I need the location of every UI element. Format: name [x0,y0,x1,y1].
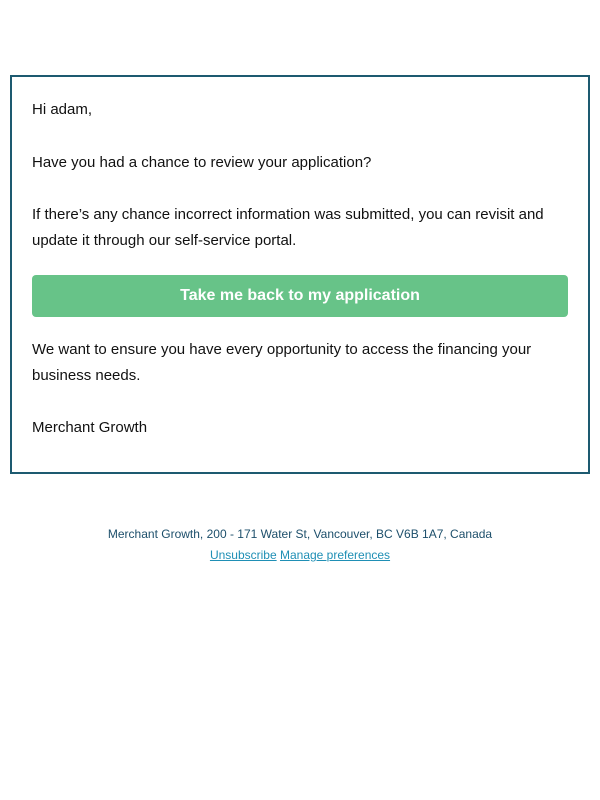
email-footer [0,524,600,566]
back-to-application-button[interactable]: Take me back to my application [32,275,568,317]
email-card [10,75,590,474]
opportunity-text: We want to ensure you have every opportunity to access the financing your business needs. [32,341,532,384]
manage-preferences-link[interactable]: Manage preferences [279,548,391,562]
unsubscribe-link[interactable]: Unsubscribe [209,548,277,562]
question-text: Have you had a chance to review your application? [32,154,372,171]
email-body [12,77,588,472]
footer-address: Merchant Growth, 200 - 171 Water St, Vancouver, BC V6B 1A7, Canada [107,527,493,541]
signoff-text: Merchant Growth [32,419,148,436]
greeting-text: Hi adam, [32,101,93,118]
info-text: If there’s any chance incorrect information was submitted, you can revisit and update it through our self-service portal. [32,206,544,249]
footer-links [0,545,600,566]
